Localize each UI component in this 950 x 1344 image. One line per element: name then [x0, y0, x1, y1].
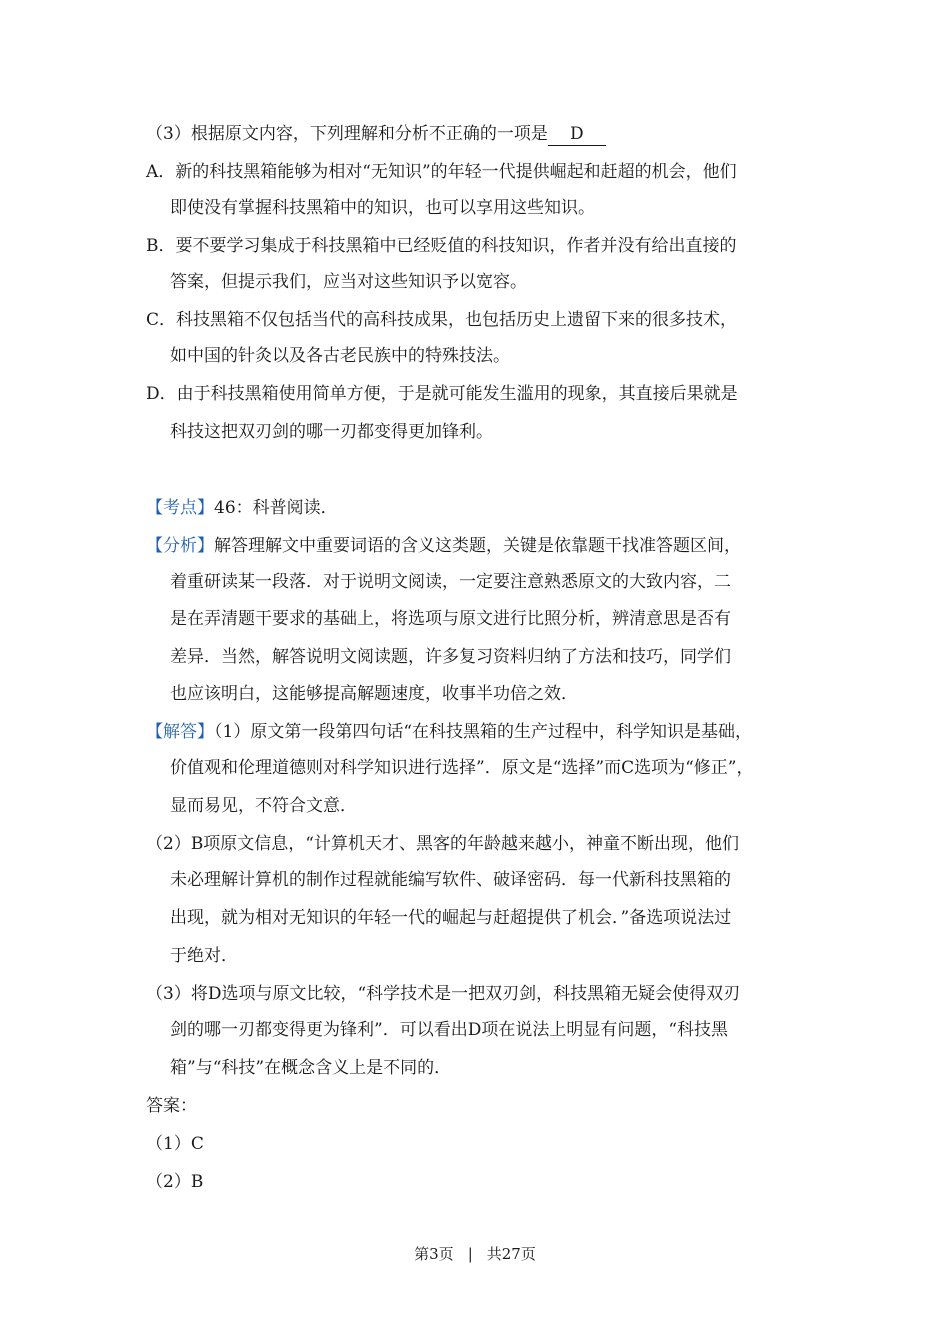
question-stem — [146, 122, 606, 146]
answer-item: （2）B — [146, 1172, 204, 1192]
option-c-line-1: C．科技黑箱不仅包括当代的高科技成果，也包括历史上遗留下来的很多技术， — [146, 310, 738, 330]
answer-item: （1）C — [146, 1134, 204, 1154]
jieda-tag: 【解答】 — [146, 722, 214, 742]
option-d-line-1: D．由于科技黑箱使用简单方便，于是就可能发生滥用的现象，其直接后果就是 — [146, 384, 738, 404]
page-number-current: 第3页 — [414, 1245, 454, 1263]
jieda-p2-line: 于绝对． — [170, 946, 238, 966]
fenxi-first-line — [146, 534, 741, 558]
option-d-line-2: 科技这把双刃剑的哪一刃都变得更加锋利。 — [170, 422, 493, 442]
fenxi-first-text: 解答理解文中重要词语的含义这类题，关键是依靠题干找准答题区间， — [214, 536, 741, 556]
kaodian-tag: 【考点】 — [146, 498, 214, 518]
jieda-p2-line: 出现，就为相对无知识的年轻一代的崛起与赶超提供了机会．”备选项说法过 — [170, 908, 732, 928]
page-footer — [0, 1244, 950, 1264]
jieda-line: 显而易见，不符合文意． — [170, 796, 357, 816]
option-b-line-1: B．要不要学习集成于科技黑箱中已经贬值的科技知识，作者并没有给出直接的 — [146, 236, 737, 256]
footer-separator: | — [467, 1245, 473, 1263]
jieda-line: 价值观和伦理道德则对科学知识进行选择”．原文是“选择”而C选项为“修正”， — [170, 758, 754, 778]
fenxi-line: 差异．当然，解答说明文阅读题，许多复习资料归纳了方法和技巧，同学们 — [170, 647, 731, 667]
kaodian-line — [146, 496, 338, 520]
fenxi-line: 着重研读某一段落．对于说明文阅读，一定要注意熟悉原文的大致内容，二 — [170, 572, 731, 592]
jieda-p3-line: 剑的哪一刃都变得更为锋利”．可以看出D项在说法上明显有问题，“科技黑 — [170, 1020, 729, 1040]
jieda-p2-line: 未必理解计算机的制作过程就能编写软件、破译密码．每一代新科技黑箱的 — [170, 870, 731, 890]
fenxi-tag: 【分析】 — [146, 536, 214, 556]
fenxi-line: 也应该明白，这能够提高解题速度，收事半功倍之效． — [170, 684, 578, 704]
jieda-p3-line: 箱”与“科技”在概念含义上是不同的． — [170, 1058, 452, 1078]
jieda-first-text: （1）原文第一段第四句话“在科技黑箱的生产过程中，科学知识是基础， — [214, 722, 753, 742]
option-b-line-2: 答案，但提示我们，应当对这些知识予以宽容。 — [170, 272, 527, 292]
option-a-line-1: A．新的科技黑箱能够为相对“无知识”的年轻一代提供崛起和赶超的机会，他们 — [146, 162, 737, 182]
jieda-p3-line: （3）将D选项与原文比较，“科学技术是一把双刃剑，科技黑箱无疑会使得双刃 — [146, 984, 741, 1004]
page-number-total: 共27页 — [486, 1245, 536, 1263]
option-c-line-2: 如中国的针灸以及各古老民族中的特殊技法。 — [170, 346, 510, 366]
answer-blank: D — [548, 123, 606, 146]
fenxi-line: 是在弄清题干要求的基础上，将选项与原文进行比照分析，辨清意思是否有 — [170, 609, 731, 629]
jieda-p2-line: （2）B项原文信息，“计算机天才、黑客的年龄越来越小，神童不断出现，他们 — [146, 834, 739, 854]
jieda-first-line — [146, 720, 752, 744]
question-stem-text: （3）根据原文内容，下列理解和分析不正确的一项是 — [146, 124, 548, 144]
option-a-line-2: 即使没有掌握科技黑箱中的知识，也可以享用这些知识。 — [170, 198, 595, 218]
kaodian-text: 46：科普阅读． — [214, 498, 338, 518]
answers-label: 答案： — [146, 1096, 197, 1116]
